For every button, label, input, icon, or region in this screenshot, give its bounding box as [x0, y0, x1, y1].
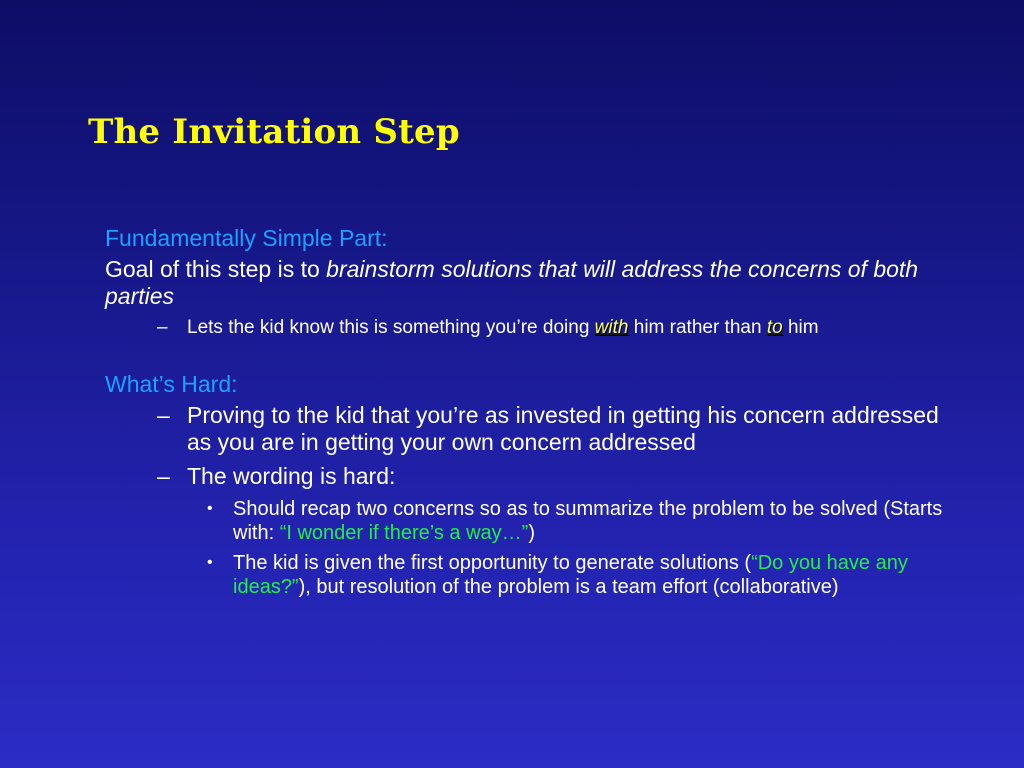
bullet1-text: Should recap two concerns so as to summarize the problem to be solved (Starts with:: [233, 498, 943, 544]
wording-bullet-list: [105, 497, 965, 599]
goal-prefix: Goal of this step is to: [105, 256, 327, 282]
whats-hard-list: [105, 402, 965, 490]
emphasis-with: with: [594, 317, 629, 338]
bullet2-quote: “Do you have any ideas?”: [233, 552, 908, 598]
slide-title: The Invitation Step: [88, 112, 460, 152]
bullet1-quote: “I wonder if there’s a way…”: [279, 522, 529, 544]
sub-item-part1: Lets the kid know this is something you’re doing: [187, 317, 595, 338]
section-heading-whats-hard: What’s Hard:: [105, 371, 238, 397]
bullet-marker: •: [207, 500, 213, 517]
dash-marker: –: [157, 402, 170, 428]
bullet2-text: The kid is given the first opportunity to generate solutions (: [233, 552, 752, 574]
bullet1-end: ): [528, 522, 535, 544]
goal-emphasis: brainstorm solutions that will address the concerns of both parties: [105, 256, 919, 309]
list-item: [105, 402, 965, 456]
bullet2-end: ), but resolution of the problem is a team effort (collaborative): [298, 576, 839, 598]
sub-item-part3: him: [782, 317, 819, 338]
list-item: [105, 497, 965, 545]
hard-item-wording: The wording is hard:: [187, 463, 396, 489]
section-heading-simple-part: Fundamentally Simple Part:: [105, 225, 388, 251]
sub-item-part2: him rather than: [628, 317, 767, 338]
list-item: [105, 551, 965, 599]
emphasis-to: to: [766, 317, 783, 338]
simple-part-sublist: [105, 316, 965, 339]
slide-body: [105, 224, 965, 599]
dash-marker: –: [157, 317, 168, 338]
list-item: [105, 316, 965, 339]
dash-marker: –: [157, 463, 170, 489]
hard-item-proving: Proving to the kid that you’re as invested in getting his concern addressed as you are in getting your own concern addressed: [187, 402, 939, 455]
goal-paragraph: [105, 256, 965, 310]
list-item: [105, 463, 965, 490]
bullet-marker: •: [207, 554, 213, 571]
